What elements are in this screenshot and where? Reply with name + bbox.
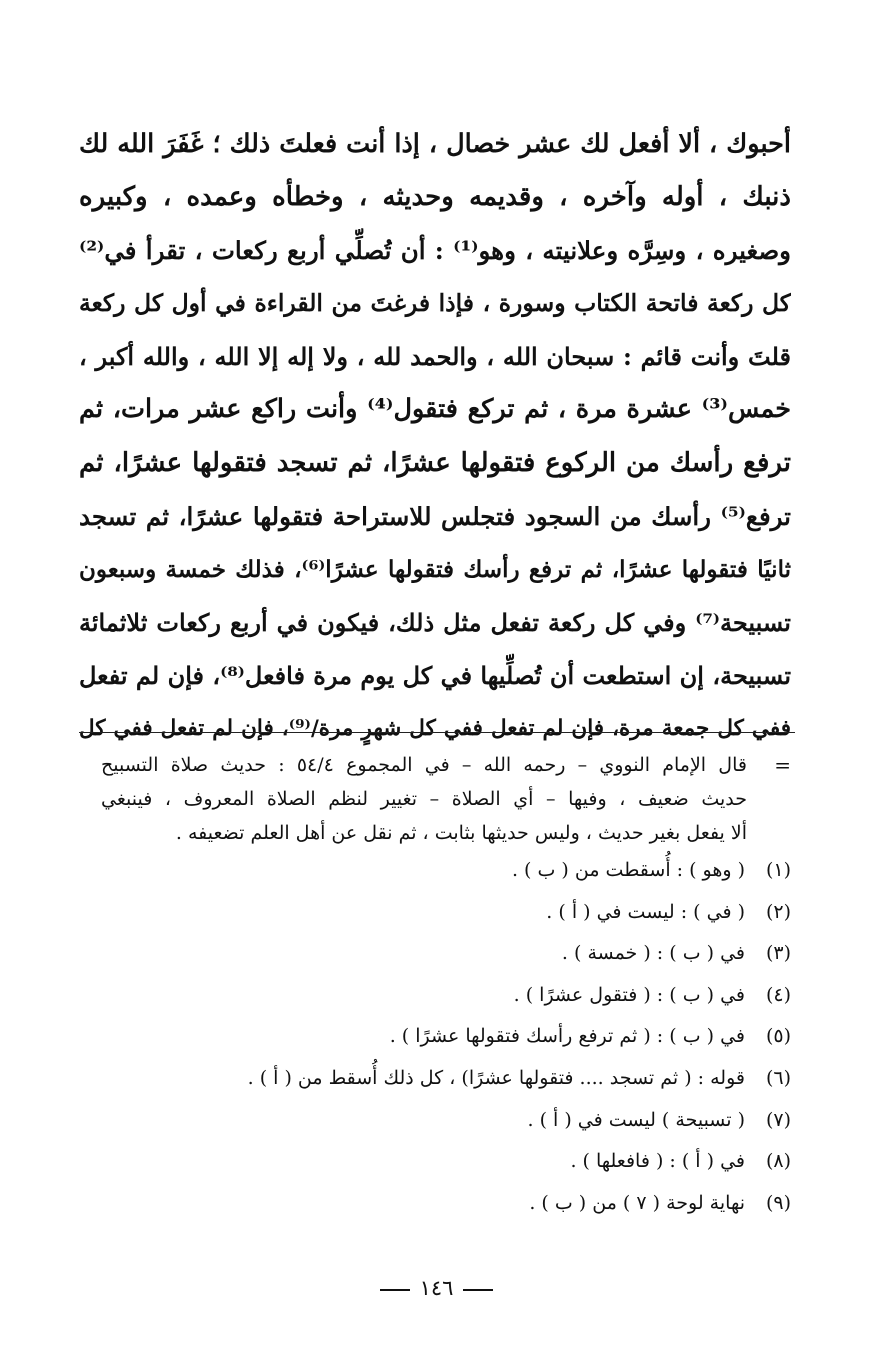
main-text-line: ففي كل جمعة مرة، فإن لم تفعل ففي كل شهرٍ مرة/⁽⁹⁾، فإن لم تفعل ففي كل: [79, 716, 791, 742]
footnote-text: ( وهو ) : أُسقطت من ( ب ) .: [511, 859, 745, 881]
footnote-text: في ( ب ) : ( فتقول عشرًا ) .: [513, 983, 745, 1006]
footnote-number: (٨): [765, 1150, 791, 1173]
footnote-continuation-line: حديث ضعيف ، وفيها – أي الصلاة – تغيير لنظم الصلاة المعروف ، فينبغي: [101, 788, 747, 810]
main-text-line: خمس⁽³⁾ عشرة مرة ، ثم تركع فتقول⁽⁴⁾ وأنت راكع عشر مرات، ثم: [79, 394, 791, 425]
footnote-item: [79, 975, 791, 1017]
footnote-divider: [79, 732, 795, 733]
footnote-continuation-line: قال الإمام النووي – رحمه الله – في المجموع ٥٤/٤ : حديث صلاة التسبيح: [101, 754, 747, 776]
page-number: [0, 1276, 873, 1300]
footnote-number: (٧): [765, 1108, 791, 1131]
footnote-item: [79, 1100, 791, 1142]
main-text-line: وصغيره ، وسِرَّه وعلانيته ، وهو⁽¹⁾ : أن تُصلِّي أربع ركعات ، تقرأ في⁽²⁾: [79, 236, 791, 266]
footnote-item: [79, 1016, 791, 1058]
footnote-number: (٤): [765, 983, 791, 1006]
footnotes-section: [79, 748, 791, 1224]
footnote-text: في ( أ ) : ( فافعلها ) .: [570, 1150, 745, 1173]
footnote-item: [79, 1183, 791, 1225]
footnote-number: (٦): [765, 1066, 791, 1089]
footnote-number: (٢): [765, 900, 791, 923]
footnote-text: في ( ب ) : ( خمسة ) .: [561, 942, 745, 965]
footnote-text: ( تسبيحة ) ليست في ( أ ) .: [527, 1108, 745, 1131]
footnote-number: (٥): [765, 1025, 791, 1048]
footnote-number: (٣): [765, 942, 791, 965]
page-number-dash: [380, 1289, 410, 1291]
footnote-item: [79, 1141, 791, 1183]
footnote-continuation-line: ألا يفعل بغير حديث ، وليس حديثها بثابت ، ثم نقل عن أهل العلم تضعيفه .: [175, 822, 747, 844]
continuation-marker: =: [774, 753, 791, 777]
footnote-text: في ( ب ) : ( ثم ترفع رأسك فتقولها عشرًا ) .: [389, 1025, 745, 1048]
page-number-dash: [463, 1289, 493, 1291]
main-text-line: ترفع رأسك من الركوع فتقولها عشرًا، ثم تسجد فتقولها عشرًا، ثم: [79, 447, 791, 478]
main-text-line: تسبيحة، إن استطعت أن تُصلِّيها في كل يوم مرة فافعل⁽⁸⁾، فإن لم تفعل: [79, 660, 791, 690]
footnote-item: [79, 892, 791, 934]
main-text-line: تسبيحة⁽⁷⁾ وفي كل ركعة تفعل مثل ذلك، فيكون في أربع ركعات ثلاثمائة: [79, 607, 791, 637]
main-text-line: قلتَ وأنت قائم : سبحان الله ، والحمد لله ، ولا إله إلا الله ، والله أكبر ،: [79, 342, 791, 372]
main-text-line: ترفع⁽⁵⁾ رأسك من السجود فتجلس للاستراحة فتقولها عشرًا، ثم تسجد: [79, 501, 791, 531]
footnote-item: [79, 850, 791, 892]
footnote-text: قوله : ( ثم تسجد .... فتقولها عشرًا) ، كل ذلك أُسقط من ( أ ) .: [247, 1066, 745, 1089]
footnote-number: (١): [765, 859, 791, 881]
main-text-line: كل ركعة فاتحة الكتاب وسورة ، فإذا فرغتَ من القراءة في أول كل ركعة: [79, 289, 791, 318]
footnote-item: [79, 1058, 791, 1100]
main-text-line: أحبوك ، ألا أفعل لك عشر خصال ، إذا أنت فعلتَ ذلك ؛ غَفَرَ الله لك: [79, 129, 791, 159]
main-text-block: [79, 118, 791, 755]
footnote-item: [79, 933, 791, 975]
main-text-line: ذنبك ، أوله وآخره ، وقديمه وحديثه ، وخطأه وعمده ، وكبيره: [79, 182, 791, 213]
footnote-text: ( في ) : ليست في ( أ ) .: [546, 900, 745, 923]
main-text-line: ثانيًا فتقولها عشرًا، ثم ترفع رأسك فتقولها عشرًا⁽⁶⁾، فذلك خمسة وسبعون: [79, 555, 791, 583]
footnote-number: (٩): [765, 1191, 791, 1214]
footnote-text: نهاية لوحة ( ٧ ) من ( ب ) .: [529, 1191, 745, 1214]
footnote-continuation: [79, 748, 791, 850]
page-number-value: ١٤٦: [419, 1276, 454, 1300]
